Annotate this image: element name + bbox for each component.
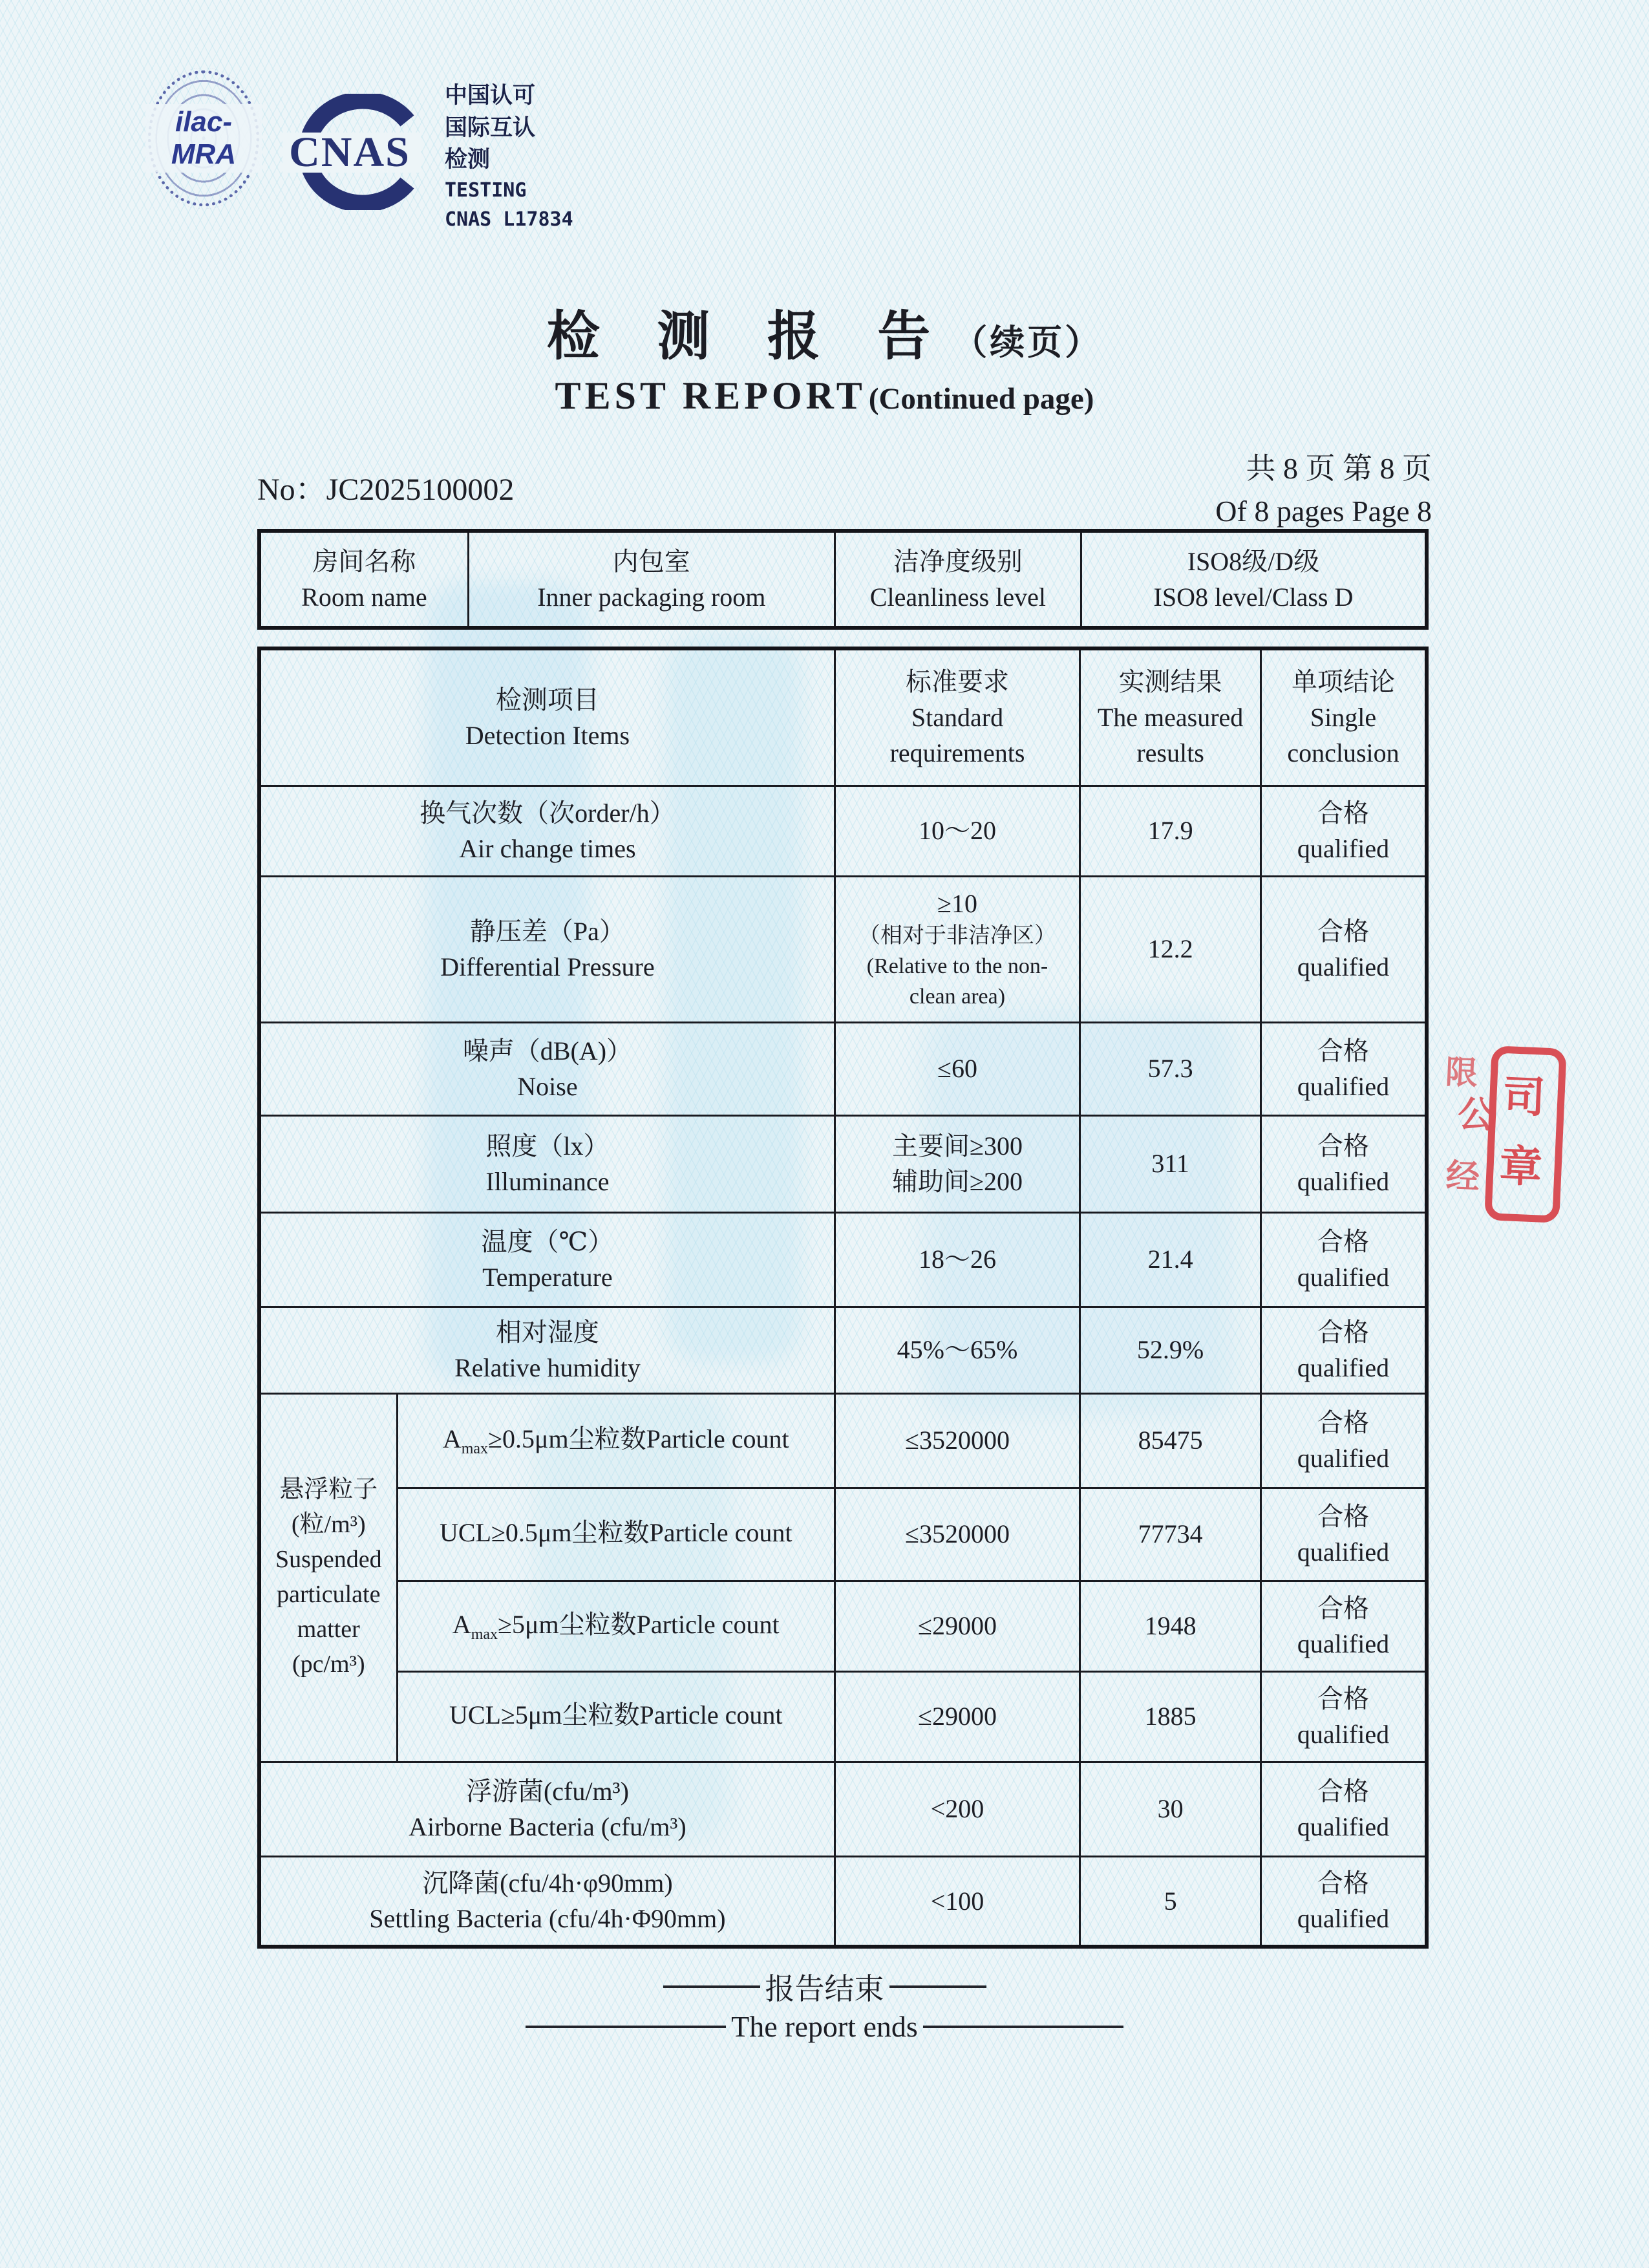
room-name-en: Room name bbox=[301, 583, 427, 612]
cell-airborne-item bbox=[259, 1762, 835, 1856]
row-particle-amax05 bbox=[259, 1393, 1427, 1488]
qualified-zh: 合格 bbox=[1317, 1131, 1370, 1161]
cell-suspended-particulate-group bbox=[259, 1393, 397, 1762]
qualified-en: qualified bbox=[1297, 1353, 1390, 1382]
illuminance-std1: 主要间≥300 bbox=[892, 1131, 1023, 1161]
settling-en: Settling Bacteria (cfu/4h·Φ90mm) bbox=[369, 1904, 726, 1934]
qualified-en: qualified bbox=[1297, 1537, 1390, 1567]
cell-settling-item bbox=[259, 1856, 835, 1947]
cleanliness-en: Cleanliness level bbox=[869, 583, 1046, 612]
air-change-zh: 换气次数（次order/h） bbox=[420, 798, 676, 828]
seal-char: 经 bbox=[1445, 1158, 1481, 1197]
header-std-en1: Standard bbox=[911, 703, 1004, 733]
header-standard-requirements bbox=[835, 648, 1080, 786]
particle-rest: ≥0.5μm尘粒数Particle count bbox=[491, 1517, 793, 1547]
accreditation-line: CNAS L17834 bbox=[445, 208, 573, 231]
dash-line bbox=[923, 2026, 1123, 2028]
cell-airborne-result: 30 bbox=[1080, 1762, 1261, 1856]
report-end-zh bbox=[0, 1965, 1649, 2008]
illuminance-zh: 照度（lx） bbox=[485, 1131, 610, 1161]
cell-illuminance-std bbox=[835, 1115, 1080, 1212]
pressure-en: Differential Pressure bbox=[440, 952, 655, 981]
iso-class-zh: ISO8级/D级 bbox=[1187, 546, 1320, 576]
cell-room-value bbox=[468, 531, 835, 628]
row-airborne-bacteria bbox=[259, 1762, 1427, 1856]
qualified-zh: 合格 bbox=[1317, 1593, 1370, 1623]
humidity-zh: 相对湿度 bbox=[495, 1317, 599, 1347]
particle-prefix: UCL bbox=[439, 1517, 491, 1547]
room-name-zh: 房间名称 bbox=[312, 546, 416, 576]
noise-en: Noise bbox=[517, 1072, 578, 1101]
report-number bbox=[257, 464, 514, 509]
airborne-zh: 浮游菌(cfu/m³) bbox=[465, 1776, 629, 1806]
row-air-change bbox=[259, 786, 1427, 876]
cell-humidity-std: 45%～65% bbox=[835, 1307, 1080, 1393]
cell-particle-amax05-conclusion bbox=[1261, 1393, 1427, 1488]
row-differential-pressure bbox=[259, 876, 1427, 1022]
pressure-std4: clean area) bbox=[909, 985, 1006, 1009]
pressure-std1: ≥10 bbox=[937, 889, 977, 919]
cell-illuminance-item bbox=[259, 1115, 835, 1212]
qualified-en: qualified bbox=[1297, 1629, 1390, 1658]
header-concl-en1: Single bbox=[1310, 703, 1377, 733]
particle-subscript: max bbox=[461, 1440, 489, 1457]
header-res-en2: results bbox=[1136, 738, 1204, 768]
cell-settling-conclusion bbox=[1261, 1856, 1427, 1947]
cell-noise-item bbox=[259, 1022, 835, 1115]
illuminance-std2: 辅助间≥200 bbox=[892, 1167, 1023, 1196]
report-end-en-text: The report ends bbox=[731, 2010, 918, 2043]
cell-settling-std: <100 bbox=[835, 1856, 1080, 1947]
ilac-mra-seal-icon bbox=[145, 68, 262, 209]
red-company-seal-stamp bbox=[1443, 1040, 1564, 1225]
cell-pressure-std bbox=[835, 876, 1080, 1022]
cnas-accreditation-text bbox=[445, 80, 573, 234]
qualified-zh: 合格 bbox=[1317, 1226, 1370, 1256]
qualified-zh: 合格 bbox=[1317, 1036, 1370, 1065]
table-header-row bbox=[259, 648, 1427, 786]
row-settling-bacteria bbox=[259, 1856, 1427, 1947]
seal-char: 司 bbox=[1501, 1073, 1546, 1122]
cell-air-change-result: 17.9 bbox=[1080, 786, 1261, 876]
seal-char: 限 bbox=[1444, 1054, 1479, 1092]
cell-temperature-conclusion bbox=[1261, 1212, 1427, 1307]
cell-illuminance-result: 311 bbox=[1080, 1115, 1261, 1212]
cell-particle-amax05-result: 85475 bbox=[1080, 1393, 1261, 1488]
row-illuminance bbox=[259, 1115, 1427, 1212]
accreditation-line: 中国认可 bbox=[445, 83, 536, 108]
header-item-zh: 检测项目 bbox=[495, 685, 599, 714]
report-end-zh-text: 报告结束 bbox=[765, 1973, 884, 2006]
noise-zh: 噪声（dB(A)） bbox=[462, 1036, 633, 1065]
cell-cleanliness-level bbox=[835, 531, 1081, 628]
qualified-zh: 合格 bbox=[1317, 1868, 1370, 1898]
title-en: TEST REPORT bbox=[555, 374, 866, 417]
row-humidity bbox=[259, 1307, 1427, 1393]
dash-line bbox=[889, 1985, 986, 1988]
row-temperature bbox=[259, 1212, 1427, 1307]
qualified-en: qualified bbox=[1297, 1167, 1390, 1196]
air-change-en: Air change times bbox=[459, 834, 636, 863]
cell-room-name bbox=[259, 531, 468, 628]
accreditation-line: 国际互认 bbox=[445, 114, 536, 140]
svg-text:CNAS: CNAS bbox=[289, 129, 410, 176]
row-particle-ucl05 bbox=[259, 1488, 1427, 1581]
qualified-zh: 合格 bbox=[1317, 1776, 1370, 1806]
cell-particle-ucl5-conclusion bbox=[1261, 1671, 1427, 1762]
cell-particle-ucl05-conclusion bbox=[1261, 1488, 1427, 1581]
qualified-zh: 合格 bbox=[1317, 1501, 1370, 1531]
results-table bbox=[257, 647, 1429, 1949]
cell-noise-result: 57.3 bbox=[1080, 1022, 1261, 1115]
cell-particle-ucl5-result: 1885 bbox=[1080, 1671, 1261, 1762]
qualified-en: qualified bbox=[1297, 1904, 1390, 1934]
cell-particle-amax5-std: ≤29000 bbox=[835, 1581, 1080, 1671]
header-concl-en2: conclusion bbox=[1287, 738, 1399, 768]
pressure-std2: （相对于非洁净区） bbox=[858, 924, 1056, 948]
particle-rest: ≥5μm尘粒数Particle count bbox=[500, 1700, 783, 1729]
pressure-std3: (Relative to the non- bbox=[866, 954, 1048, 979]
cell-particle-ucl5-item bbox=[397, 1671, 835, 1762]
temperature-zh: 温度（℃） bbox=[481, 1226, 614, 1256]
cell-air-change-conclusion bbox=[1261, 786, 1427, 876]
cleanliness-zh: 洁净度级别 bbox=[893, 546, 1023, 576]
report-number-value: JC2025100002 bbox=[326, 473, 515, 507]
room-value-zh: 内包室 bbox=[612, 546, 690, 576]
cell-humidity-item bbox=[259, 1307, 835, 1393]
cell-particle-amax5-result: 1948 bbox=[1080, 1581, 1261, 1671]
cnas-logo-icon bbox=[282, 94, 421, 210]
particle-rest: ≥0.5μm尘粒数Particle count bbox=[488, 1424, 789, 1453]
report-number-label: No： bbox=[257, 473, 326, 507]
qualified-zh: 合格 bbox=[1317, 1317, 1370, 1347]
seal-char: 公 bbox=[1456, 1094, 1495, 1137]
particulate-label-line: (粒/m³) bbox=[291, 1511, 366, 1539]
particle-rest: ≥5μm尘粒数Particle count bbox=[498, 1609, 780, 1639]
cell-air-change-item bbox=[259, 786, 835, 876]
header-res-zh: 实测结果 bbox=[1118, 667, 1222, 696]
settling-zh: 沉降菌(cfu/4h·φ90mm) bbox=[422, 1868, 673, 1898]
qualified-en: qualified bbox=[1297, 1720, 1390, 1749]
cell-particle-ucl05-result: 77734 bbox=[1080, 1488, 1261, 1581]
qualified-zh: 合格 bbox=[1317, 1407, 1370, 1437]
cell-temperature-item bbox=[259, 1212, 835, 1307]
ilac-mra-label: ilac-MRA bbox=[145, 104, 262, 173]
pagination-zh: 共 8 页 第 8 页 bbox=[1246, 452, 1432, 485]
particulate-label-line: 悬浮粒子 bbox=[279, 1476, 378, 1504]
qualified-en: qualified bbox=[1297, 1263, 1390, 1292]
cell-humidity-conclusion bbox=[1261, 1307, 1427, 1393]
cell-airborne-std: <200 bbox=[835, 1762, 1080, 1856]
header-measured-results bbox=[1080, 648, 1261, 786]
illuminance-en: Illuminance bbox=[485, 1167, 610, 1196]
title-zh: 检 测 报 告 bbox=[546, 307, 953, 366]
particulate-label-line: (pc/m³) bbox=[292, 1650, 365, 1678]
qualified-en: qualified bbox=[1297, 834, 1390, 863]
seal-char: 章 bbox=[1498, 1142, 1544, 1192]
row-noise bbox=[259, 1022, 1427, 1115]
particle-prefix: A bbox=[452, 1609, 471, 1639]
cell-particle-ucl05-std: ≤3520000 bbox=[835, 1488, 1080, 1581]
cell-iso-class bbox=[1081, 531, 1427, 628]
header-concl-zh: 单项结论 bbox=[1292, 667, 1396, 696]
cell-particle-amax05-item bbox=[397, 1393, 835, 1488]
header-std-zh: 标准要求 bbox=[905, 667, 1009, 696]
cell-noise-conclusion bbox=[1261, 1022, 1427, 1115]
cell-temperature-result: 21.4 bbox=[1080, 1212, 1261, 1307]
cell-pressure-conclusion bbox=[1261, 876, 1427, 1022]
qualified-zh: 合格 bbox=[1317, 1684, 1370, 1713]
qualified-zh: 合格 bbox=[1317, 798, 1370, 828]
pagination bbox=[1215, 447, 1432, 533]
cell-pressure-result: 12.2 bbox=[1080, 876, 1261, 1022]
cell-humidity-result: 52.9% bbox=[1080, 1307, 1261, 1393]
cell-air-change-std: 10～20 bbox=[835, 786, 1080, 876]
qualified-en: qualified bbox=[1297, 952, 1390, 981]
cell-airborne-conclusion bbox=[1261, 1762, 1427, 1856]
accreditation-block bbox=[145, 68, 573, 234]
particulate-label-line: particulate bbox=[277, 1581, 381, 1608]
accreditation-line: 检测 bbox=[445, 147, 491, 173]
qualified-zh: 合格 bbox=[1317, 916, 1370, 946]
particle-prefix: UCL bbox=[449, 1700, 501, 1729]
qualified-en: qualified bbox=[1297, 1812, 1390, 1841]
qualified-en: qualified bbox=[1297, 1072, 1390, 1101]
cell-particle-ucl05-item bbox=[397, 1488, 835, 1581]
particle-prefix: A bbox=[442, 1424, 462, 1453]
dash-line bbox=[663, 1985, 760, 1988]
header-detection-items bbox=[259, 648, 835, 786]
pressure-zh: 静压差（Pa） bbox=[469, 916, 625, 946]
cell-noise-std: ≤60 bbox=[835, 1022, 1080, 1115]
qualified-en: qualified bbox=[1297, 1444, 1390, 1473]
temperature-en: Temperature bbox=[482, 1263, 613, 1292]
header-res-en1: The measured bbox=[1097, 703, 1244, 733]
row-particle-ucl5 bbox=[259, 1671, 1427, 1762]
title-en-paren: (Continued page) bbox=[868, 382, 1094, 416]
particle-subscript: max bbox=[471, 1625, 498, 1643]
accreditation-line: TESTING bbox=[445, 179, 527, 202]
report-end-en bbox=[0, 2009, 1649, 2044]
page-title-zh bbox=[0, 294, 1649, 370]
title-zh-paren: （续页） bbox=[952, 323, 1103, 362]
page-title-en bbox=[0, 374, 1649, 418]
header-item-en: Detection Items bbox=[465, 720, 630, 750]
cell-particle-amax5-item bbox=[397, 1581, 835, 1671]
header-single-conclusion bbox=[1261, 648, 1427, 786]
iso-class-en: ISO8 level/Class D bbox=[1153, 583, 1354, 612]
room-value-en: Inner packaging room bbox=[537, 583, 766, 612]
cell-particle-amax05-std: ≤3520000 bbox=[835, 1393, 1080, 1488]
pagination-en: Of 8 pages Page 8 bbox=[1215, 495, 1432, 528]
particulate-label-line: matter bbox=[297, 1615, 360, 1643]
cell-particle-ucl5-std: ≤29000 bbox=[835, 1671, 1080, 1762]
cell-particle-amax5-conclusion bbox=[1261, 1581, 1427, 1671]
humidity-en: Relative humidity bbox=[454, 1353, 641, 1382]
row-particle-amax5 bbox=[259, 1581, 1427, 1671]
cell-illuminance-conclusion bbox=[1261, 1115, 1427, 1212]
cell-settling-result: 5 bbox=[1080, 1856, 1261, 1947]
cell-pressure-item bbox=[259, 876, 835, 1022]
particulate-label-line: Suspended bbox=[275, 1546, 382, 1574]
airborne-en: Airborne Bacteria (cfu/m³) bbox=[409, 1812, 686, 1841]
header-std-en2: requirements bbox=[889, 738, 1025, 768]
cell-temperature-std: 18～26 bbox=[835, 1212, 1080, 1307]
room-header-table bbox=[257, 529, 1429, 630]
dash-line bbox=[526, 2026, 726, 2028]
